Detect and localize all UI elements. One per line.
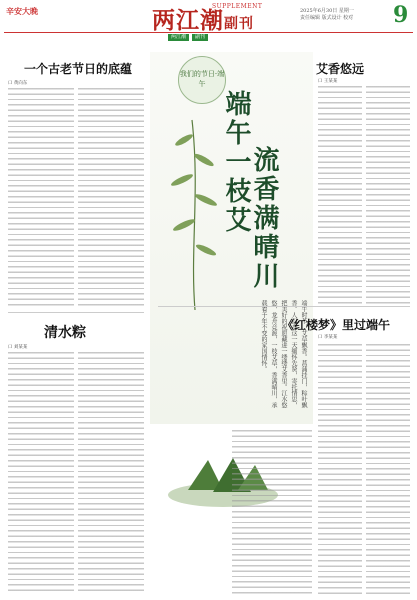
article-title-left-top: 一个古老节日的底蕴	[24, 62, 133, 76]
article-body-left-bottom-col2	[78, 352, 144, 592]
article-author: 口 王某某	[318, 79, 338, 84]
section-tags	[168, 34, 208, 41]
article-body-right-bottom-col1	[318, 344, 362, 594]
page-subtitle: 副刊	[224, 16, 254, 32]
poem-line-2: 流香满晴川	[249, 146, 279, 291]
page-number: 9	[393, 2, 409, 28]
article-title-right-top: 艾香悠远	[316, 62, 365, 76]
date-line: 2025年6月30日 星期一	[300, 8, 354, 14]
header-rule	[4, 32, 413, 33]
section-tag: 两江潮	[168, 34, 189, 41]
article-body-left-top-col1	[8, 88, 74, 308]
page-title-main: 两江潮	[152, 7, 224, 34]
editor-line: 责任编辑 版式设计 校对	[300, 15, 354, 21]
article-author: 口 李某某	[318, 335, 338, 340]
divider	[158, 306, 410, 307]
supplement-label: SUPPLEMENT	[212, 3, 263, 10]
article-title-left-bottom: 清水粽	[44, 325, 86, 341]
section-tag: 副刊	[192, 34, 208, 41]
article-body-right-top-col2	[366, 86, 410, 306]
article-body-left-bottom-col1	[8, 352, 74, 592]
divider	[8, 312, 144, 313]
paper-name: 辛安大晚	[6, 6, 38, 16]
festival-badge: 我们的节日·端午	[178, 56, 226, 104]
article-body-right-bottom-col0	[232, 430, 312, 595]
center-essay: 端午时节，艾草飘香。菖蒲挂门，粽叶飘香。人们在这一天缅怀先贤，寄托情思，把美好的祝愿藏进一缕缕艾香里。江水悠悠，龙舟竞渡，一枝艾草，香满晴川，承载着千年不变的家国情怀。	[260, 300, 307, 408]
article-body-right-bottom-col2	[366, 344, 410, 594]
article-body-left-top-col2	[78, 88, 144, 308]
article-title-right-bottom: 《红楼梦》里过端午	[282, 318, 391, 332]
poem-line-1: 端午一枝艾	[221, 90, 251, 235]
article-body-right-top-col1	[318, 86, 362, 306]
article-author: 口 刘某某	[8, 345, 28, 350]
article-author: 口 黄向东	[8, 81, 28, 86]
